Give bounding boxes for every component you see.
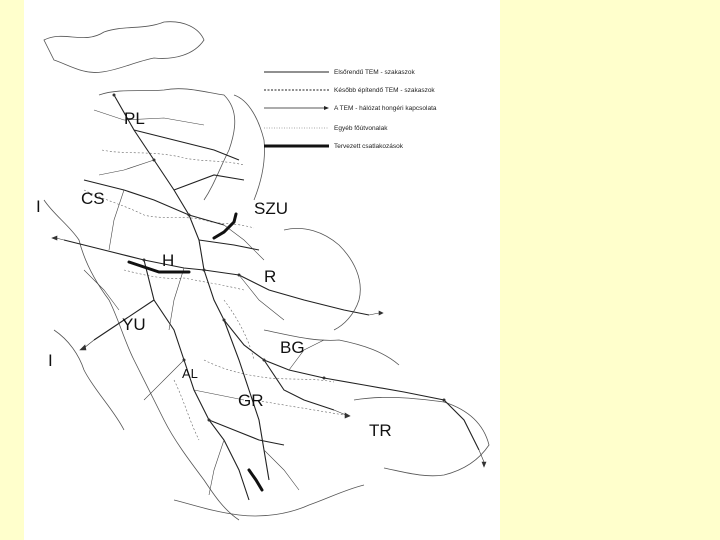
country-labels [36, 109, 392, 440]
country-label-h: H [162, 251, 175, 270]
legend-item-3: A TEM - hálózat hongéri kapcsolata [334, 105, 437, 112]
legend-item-2: Később építendő TEM - szakaszok [334, 87, 435, 94]
legend-item-4: Egyéb főútvonalak [334, 125, 388, 132]
map-panel [24, 0, 500, 540]
secondary-roads [84, 110, 324, 495]
country-label-tr: TR [369, 421, 392, 440]
legend-item-1: Elsőrendű TEM - szakaszok [334, 69, 415, 76]
country-label-bg: BG [280, 338, 305, 357]
country-label-pl: PL [124, 109, 145, 128]
country-label-r: R [264, 267, 277, 286]
planned-connections [129, 214, 262, 490]
country-label-al: AL [182, 366, 198, 381]
country-label-i-top: I [36, 197, 41, 216]
road-network-map [24, 0, 500, 540]
country-label-cs: CS [81, 189, 105, 208]
main-roads [64, 95, 479, 500]
country-label-yu: YU [122, 315, 146, 334]
legend [264, 69, 437, 150]
country-label-gr: GR [238, 391, 264, 410]
country-label-i-bottom: I [48, 351, 53, 370]
legend-item-5: Tervezett csatlakozások [334, 143, 404, 150]
country-label-szu: SZU [254, 199, 288, 218]
